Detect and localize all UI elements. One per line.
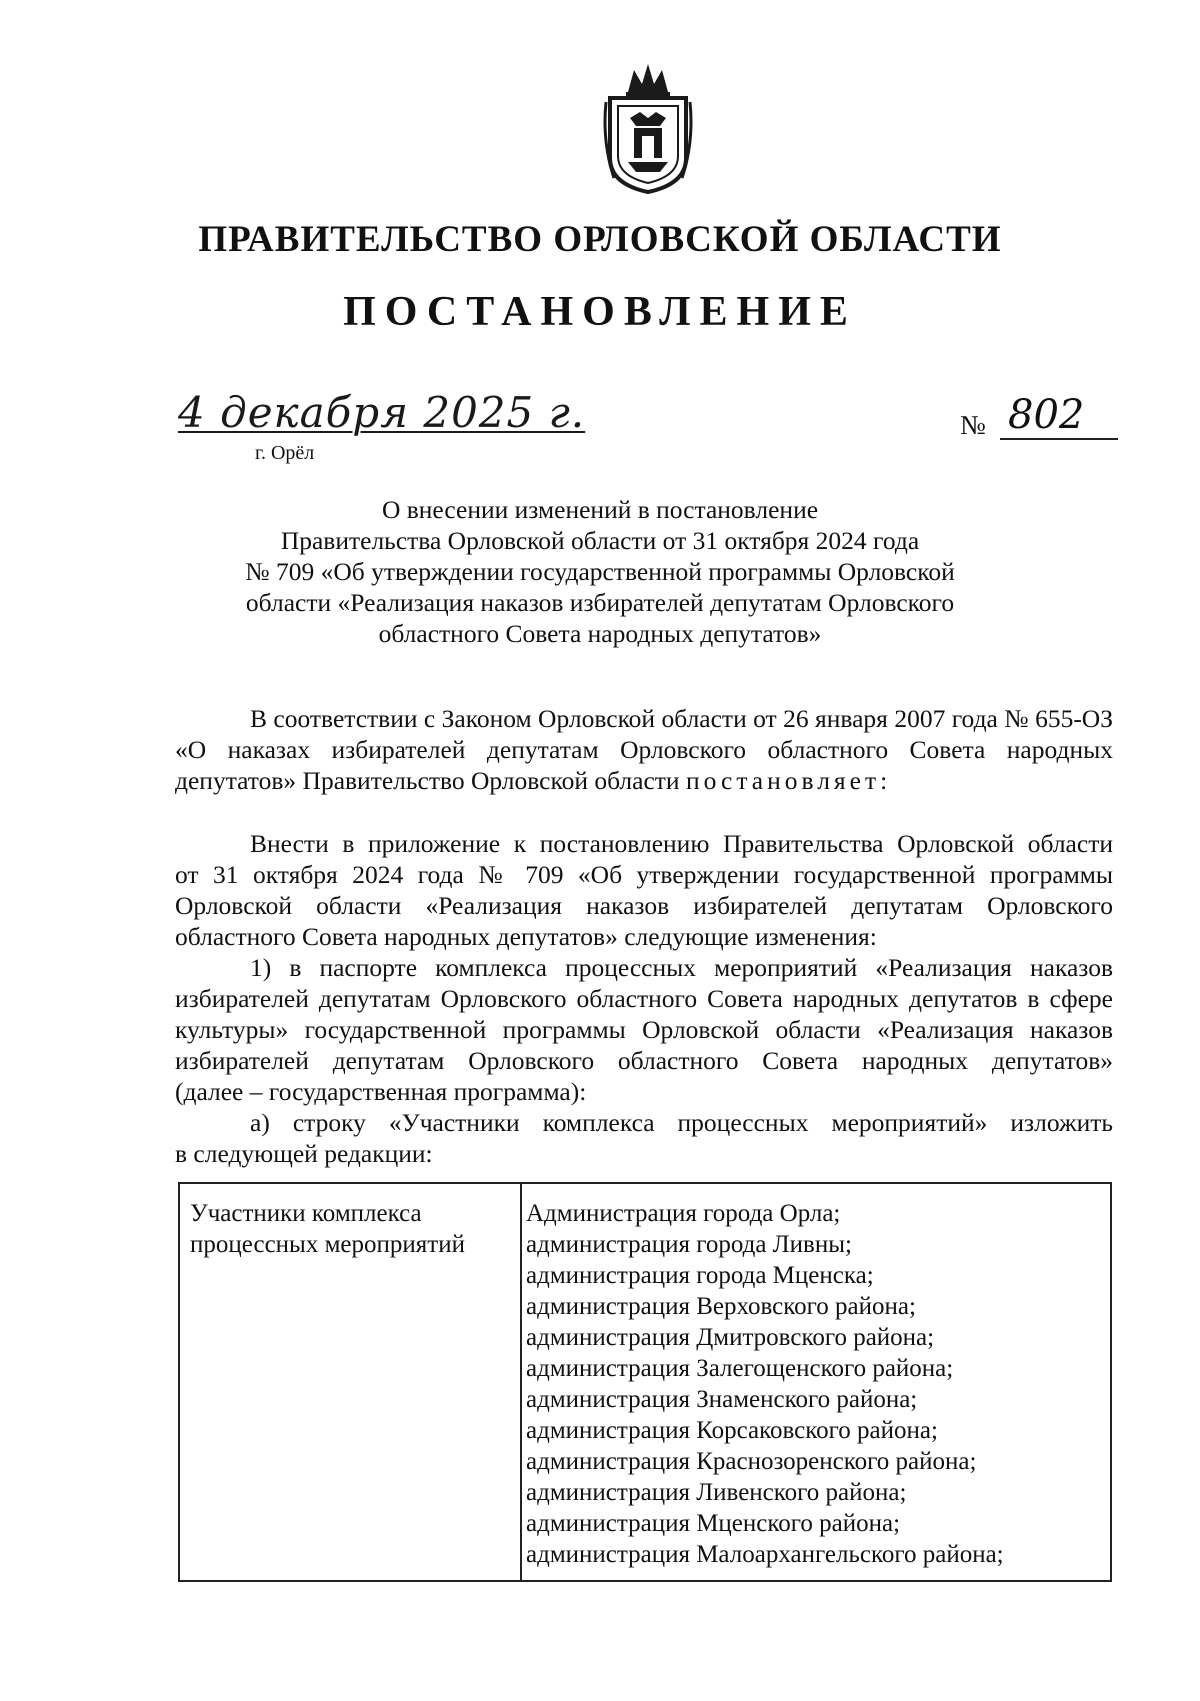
subject-line: № 709 «Об утверждении государственной программы Орловской (245, 557, 955, 586)
table-column-divider (520, 1184, 522, 1580)
paragraph-line: а) строку «Участники комплекса процессных мероприятий» изложить (250, 1108, 1113, 1137)
list-item: администрация Мценского района; (526, 1510, 901, 1537)
list-item: администрация Ливенского района; (526, 1479, 907, 1506)
list-item: администрация Малоархангельского района; (526, 1541, 1004, 1568)
government-title: ПРАВИТЕЛЬСТВО ОРЛОВСКОЙ ОБЛАСТИ (198, 219, 1002, 260)
number-label: № (960, 410, 986, 440)
body-item-1 (175, 952, 1113, 1107)
paragraph-line: от 31 октября 2024 года № 709 «Об утверждении государственной программы (175, 860, 1113, 889)
subject-line: областного Совета народных депутатов» (378, 619, 822, 648)
paragraph-line: Внести в приложение к постановлению Правительства Орловской области (250, 829, 1113, 858)
paragraph-line: избирателей депутатам Орловского областного Совета народных депутатов» (175, 1046, 1113, 1075)
list-item: администрация Краснозоренского района; (526, 1448, 977, 1475)
list-item: администрация города Мценска; (526, 1262, 874, 1289)
participants-table (178, 1182, 1112, 1582)
paragraph-line: культуры» государственной программы Орловской области «Реализация наказов (175, 1015, 1113, 1044)
paragraph-line: 1) в паспорте комплекса процессных мероприятий «Реализация наказов (250, 953, 1113, 982)
paragraph-line: (далее – государственная программа): (175, 1077, 587, 1106)
paragraph-line (175, 765, 1113, 796)
resolves-word: постановляет: (685, 766, 892, 795)
paragraph-line: областного Совета народных депутатов» следующие изменения: (175, 922, 877, 951)
paragraph-line: Орловской области «Реализация наказов избирателей депутатам Орловского (175, 891, 1113, 920)
list-item: администрация Залегощенского района; (526, 1355, 954, 1382)
paragraph-line: избирателей депутатам Орловского областного Совета народных депутатов в сфере (175, 984, 1113, 1013)
list-item: администрация Дмитровского района; (526, 1324, 935, 1351)
paragraph-line: в следующей редакции: (175, 1139, 433, 1168)
list-item: администрация Корсаковского района; (526, 1417, 938, 1444)
paragraph-line: В соответствии с Законом Орловской области от 26 января 2007 года № 655-ОЗ (250, 704, 1113, 733)
preamble-end-text: депутатов» Правительство Орловской области (175, 766, 686, 795)
preamble-paragraph (175, 703, 1113, 796)
document-subject (200, 494, 1000, 649)
coat-of-arms-icon (600, 62, 696, 194)
subject-line: Правительства Орловской области от 31 октября 2024 года (280, 526, 920, 555)
subject-line: области «Реализация наказов избирателей депутатам Орловского (245, 588, 955, 617)
subject-line: О внесении изменений в постановление (381, 495, 819, 524)
list-item: Администрация города Орла; (526, 1200, 841, 1227)
table-row-label: Участники комплекса процессных мероприятий (190, 1200, 465, 1258)
body-item-1a (175, 1107, 1113, 1169)
handwritten-date: 4 декабря 2025 г. (178, 388, 586, 437)
handwritten-number: 802 (1000, 392, 1118, 440)
paragraph-line: «О наказах избирателей депутатам Орловского областного Совета народных (175, 735, 1113, 764)
list-item: администрация города Ливны; (526, 1231, 852, 1258)
document-type-heading: ПОСТАНОВЛЕНИЕ (343, 289, 857, 335)
list-item: администрация Верховского района; (526, 1293, 916, 1320)
city-label: г. Орёл (255, 442, 315, 464)
participants-list (526, 1198, 1106, 1570)
list-item: администрация Знаменского района; (526, 1386, 918, 1413)
body-paragraph-intro (175, 828, 1113, 952)
